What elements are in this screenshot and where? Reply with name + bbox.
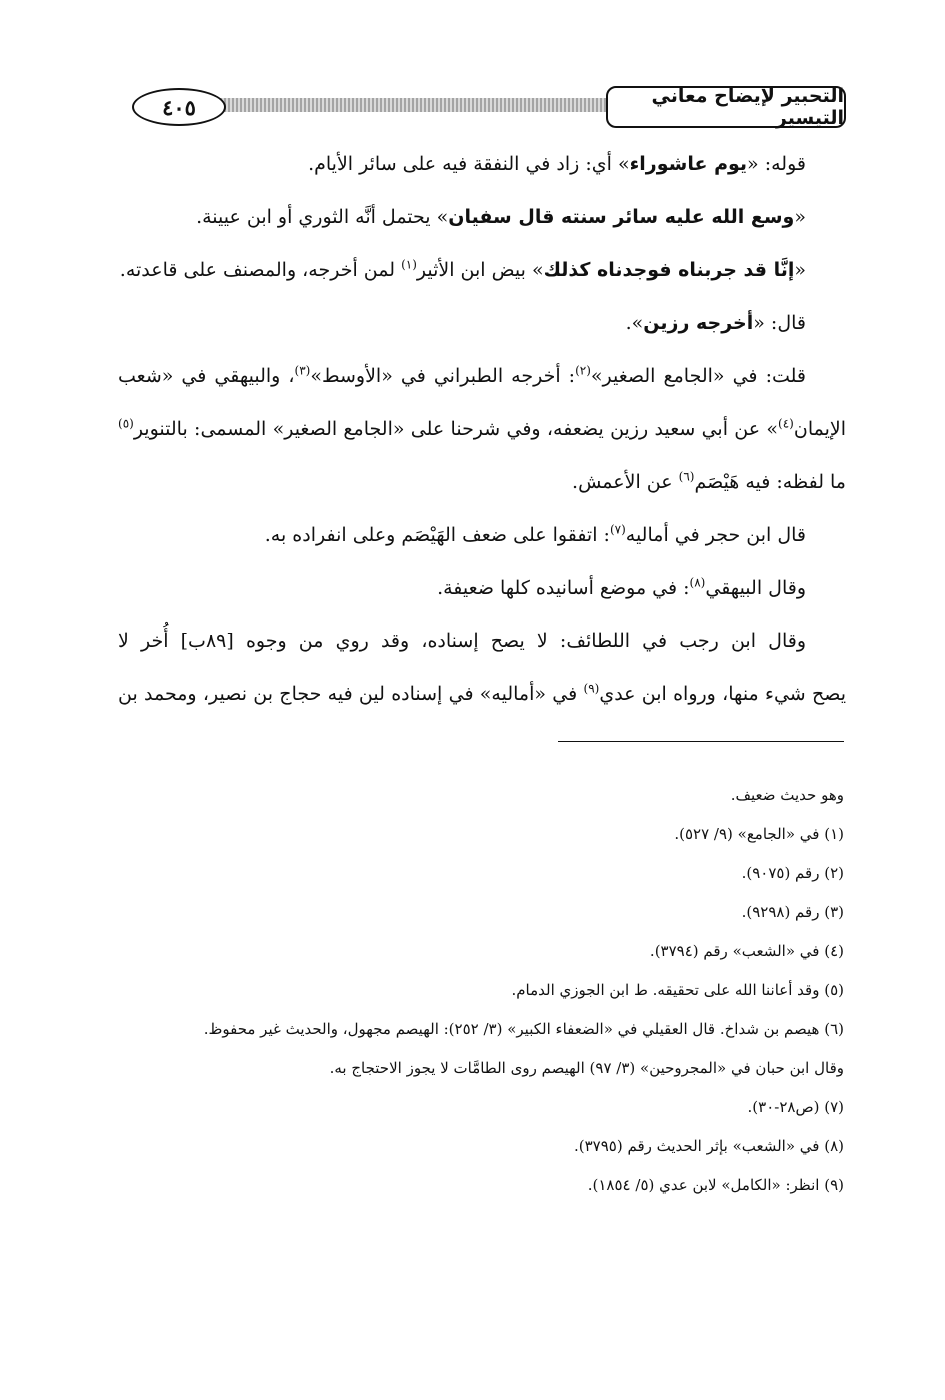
footnote-continuation: وهو حديث ضعيف. bbox=[730, 786, 844, 804]
footnote-separator bbox=[558, 741, 844, 742]
footnotes bbox=[118, 776, 844, 1205]
paragraph-7: ما لفظه: فيه هَيْصَم$^{(٦)}$ عن الأعمش. bbox=[572, 469, 846, 493]
paragraph-5: قلت: في «الجامع الصغير»$^{(٢)}$: أخرجه الطبراني في «الأوسط»$^{(٣)}$، والبيهقي في «شعب bbox=[118, 363, 807, 387]
paragraph-4: قال: «أخرجه رزين». bbox=[625, 312, 806, 334]
paragraph-6: الإيمان$^{(٤)}$» عن أبي سعيد رزين يضعفه، وفي شرحنا على «الجامع الصغير» المسمى: بالتنوير$^{(٥)}$ bbox=[118, 416, 846, 440]
footnote-7: (٧) (ص٢٨-٣٠). bbox=[747, 1098, 844, 1116]
header-ornament-band bbox=[180, 98, 616, 112]
paragraph-10: وقال ابن رجب في اللطائف: لا يصح إسناده، وقد روي من وجوه [٨٩ب] أُخر لا bbox=[118, 630, 806, 652]
footnote-9: (٩) انظر: «الكامل» لابن عدي (٥/ ١٨٥٤). bbox=[587, 1176, 844, 1194]
page-number: ٤٠٥ bbox=[132, 88, 226, 126]
paragraph-1: قوله: «يوم عاشوراء» أي: زاد في النفقة فيه على سائر الأيام. bbox=[308, 153, 806, 175]
footnote-ref: (٩) bbox=[583, 681, 600, 696]
footnote-3: (٣) رقم (٩٢٩٨). bbox=[741, 903, 844, 921]
paragraph-3: «إنَّا قد جربناه فوجدناه كذلك» بيض ابن الأثير$^{(١)}$ لمن أخرجه، والمصنف على قاعدته. bbox=[119, 257, 806, 281]
footnote-4: (٤) في «الشعب» رقم (٣٧٩٤). bbox=[649, 942, 844, 960]
book-title: التحبير لإيضاح معاني التيسير bbox=[606, 86, 846, 128]
footnote-ref: (٨) bbox=[689, 575, 706, 590]
footnote-ref: (٣) bbox=[294, 363, 311, 378]
footnote-5: (٥) وقد أعاننا الله على تحقيقه. ط ابن الجوزي الدمام. bbox=[511, 981, 844, 999]
paragraph-8: قال ابن حجر في أماليه$^{(٧)}$: اتفقوا على ضعف الهَيْصَم وعلى انفراده به. bbox=[264, 522, 806, 546]
footnote-6-continued: وقال ابن حبان في «المجروحين» (٣/ ٩٧) الهيصم روى الطامَّات لا يجوز الاحتجاج به. bbox=[329, 1059, 844, 1077]
footnote-ref: (١) bbox=[401, 257, 417, 272]
footnote-ref: (٢) bbox=[575, 363, 591, 378]
paragraph-2: «وسع الله عليه سائر سنته قال سفيان» يحتمل أنَّه الثوري أو ابن عيينة. bbox=[196, 206, 806, 228]
main-text bbox=[118, 138, 846, 721]
footnote-ref: (٤) bbox=[778, 416, 794, 431]
footnote-1: (١) في «الجامع» (٩/ ٥٢٧). bbox=[674, 825, 844, 843]
footnote-ref: (٦) bbox=[678, 469, 695, 484]
footnote-8: (٨) في «الشعب» بإثر الحديث رقم (٣٧٩٥). bbox=[574, 1137, 844, 1155]
footnote-6: (٦) هيصم بن شداخ. قال العقيلي في «الضعفاء الكبير» (٣/ ٢٥٢): الهيصم مجهول، والحديث غير محفوظ. bbox=[203, 1020, 844, 1038]
paragraph-9: وقال البيهقي$^{(٨)}$: في موضع أسانيده كلها ضعيفة. bbox=[437, 575, 806, 599]
paragraph-11: يصح شيء منها، ورواه ابن عدي$^{(٩)}$ في «أماليه» في إسناده لين فيه حجاج بن نصير، ومحمد بن bbox=[118, 681, 846, 705]
footnote-2: (٢) رقم (٩٠٧٥). bbox=[741, 864, 844, 882]
page-header bbox=[120, 84, 846, 130]
footnote-ref: (٧) bbox=[609, 522, 626, 537]
footnote-ref: (٥) bbox=[118, 416, 134, 431]
